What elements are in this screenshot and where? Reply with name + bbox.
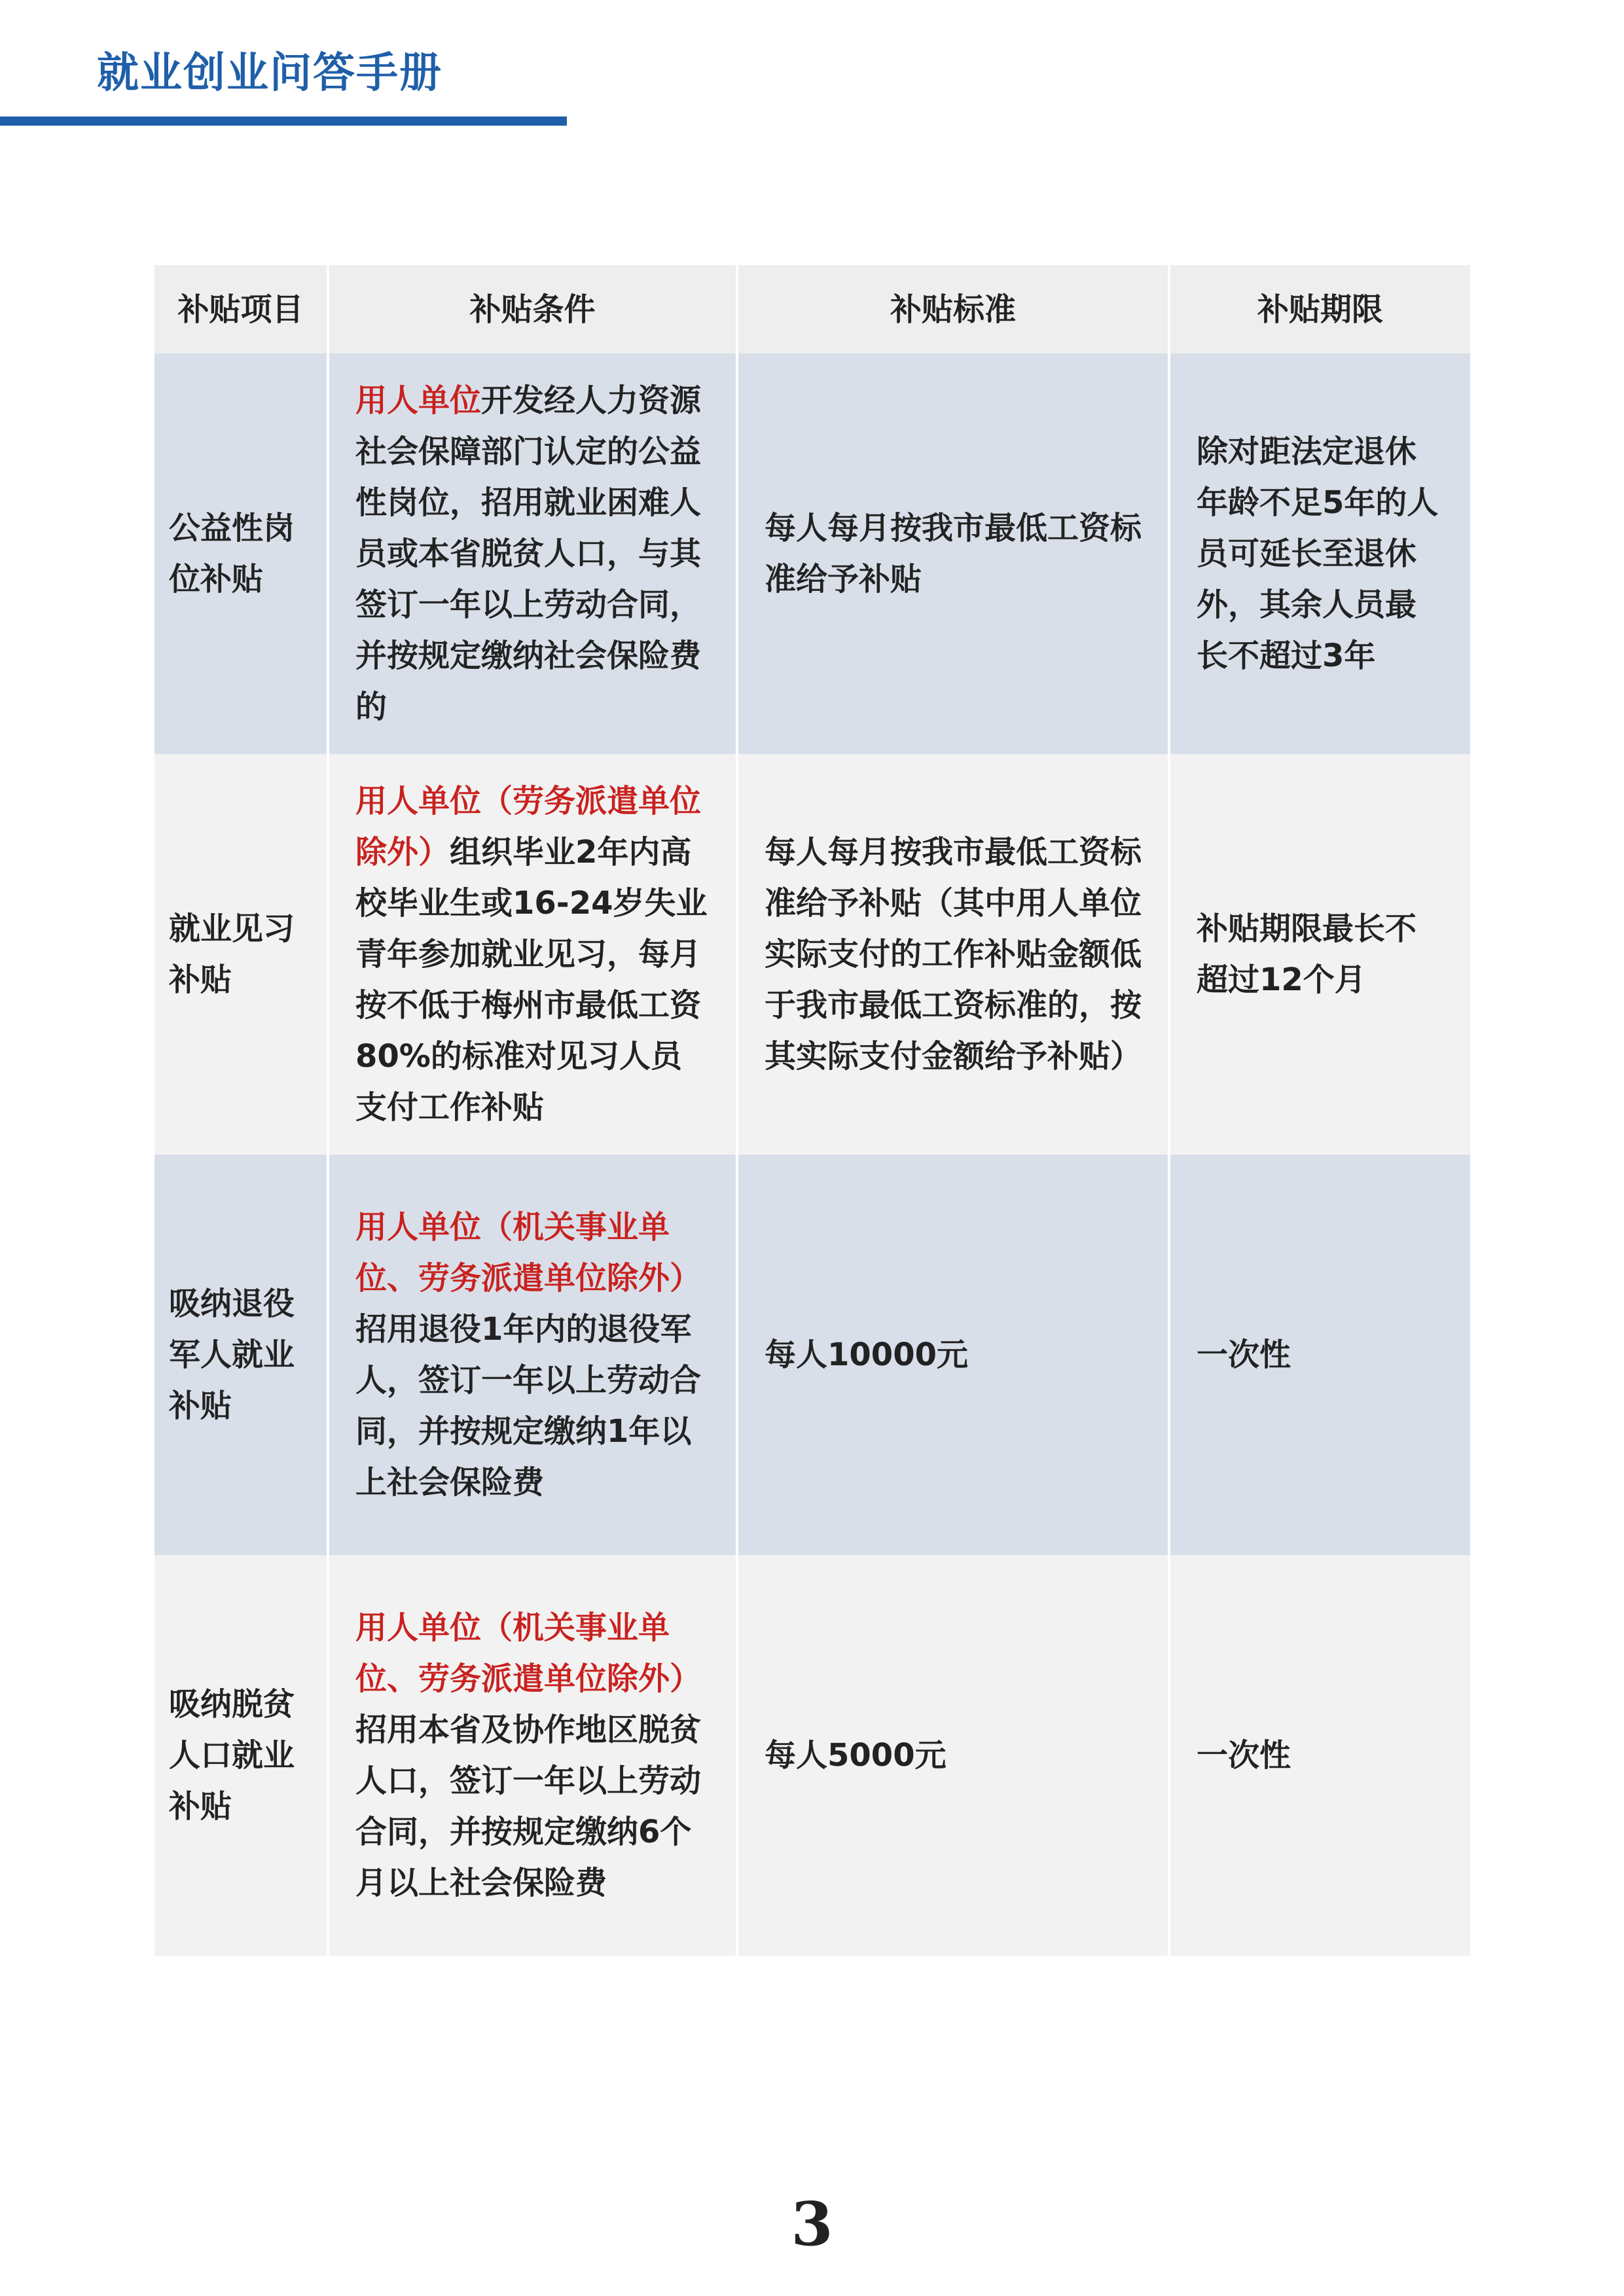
subsidy-table-container (154, 265, 1470, 1956)
subsidy-condition-cell (328, 1555, 737, 1956)
subsidy-item-cell: 公益性岗位补贴 (154, 353, 328, 754)
employer-highlight: 用人单位 (355, 382, 482, 419)
subsidy-standard-cell: 每人10000元 (737, 1155, 1169, 1555)
subsidy-standard-cell: 每人5000元 (737, 1555, 1169, 1956)
table-row (154, 353, 1470, 754)
condition-text: 组织毕业2年内高校毕业生或16-24岁失业青年参加就业见习，每月按不低于梅州市最低工资80%的标准对见习人员支付工作补贴 (355, 834, 708, 1126)
subsidy-condition-cell (328, 353, 737, 754)
page-number: 3 (791, 2189, 833, 2259)
subsidy-condition-cell (328, 1155, 737, 1555)
subsidy-item-cell: 吸纳退役军人就业补贴 (154, 1155, 328, 1555)
column-header-condition: 补贴条件 (328, 265, 737, 353)
subsidy-item-cell: 就业见习补贴 (154, 754, 328, 1155)
header-rule (0, 117, 567, 126)
subsidy-period-cell: 一次性 (1197, 1737, 1291, 1774)
condition-text: 招用退役1年内的退役军人，签订一年以上劳动合同，并按规定缴纳1年以上社会保险费 (355, 1311, 702, 1501)
column-header-standard: 补贴标准 (737, 265, 1169, 353)
column-header-item: 补贴项目 (154, 265, 328, 353)
subsidy-standard-cell: 每人每月按我市最低工资标准给予补贴（其中用人单位实际支付的工作补贴金额低于我市最低工资标准的，按其实际支付金额给予补贴） (737, 754, 1169, 1155)
subsidy-period-cell: 一次性 (1197, 1336, 1291, 1373)
handbook-title: 就业创业问答手册 (97, 49, 442, 98)
table-row (154, 754, 1470, 1155)
subsidy-table (154, 265, 1470, 1956)
table-header-row (154, 265, 1470, 353)
column-header-period: 补贴期限 (1257, 291, 1383, 328)
table-row (154, 1555, 1470, 1956)
employer-highlight: 用人单位（机关事业单位、劳务派遣单位除外） (355, 1209, 702, 1297)
table-row (154, 1155, 1470, 1555)
subsidy-period-cell: 补贴期限最长不超过12个月 (1197, 910, 1417, 998)
employer-highlight: 用人单位（机关事业单位、劳务派遣单位除外） (355, 1609, 702, 1697)
condition-text: 招用本省及协作地区脱贫人口，签订一年以上劳动合同，并按规定缴纳6个月以上社会保险费 (355, 1712, 702, 1901)
subsidy-condition-cell (328, 754, 737, 1155)
page-header (0, 0, 1624, 131)
employer-highlight: 用人单位（劳务派遣单位除外） (355, 783, 702, 870)
condition-text: 开发经人力资源社会保障部门认定的公益性岗位，招用就业困难人员或本省脱贫人口，与其签订一年以上劳动合同，并按规定缴纳社会保险费的 (355, 382, 702, 725)
subsidy-period-cell: 除对距法定退休年龄不足5年的人员可延长至退休外，其余人员最长不超过3年 (1197, 433, 1439, 674)
subsidy-standard-cell: 每人每月按我市最低工资标准给予补贴 (737, 353, 1169, 754)
subsidy-item-cell: 吸纳脱贫人口就业补贴 (154, 1555, 328, 1956)
